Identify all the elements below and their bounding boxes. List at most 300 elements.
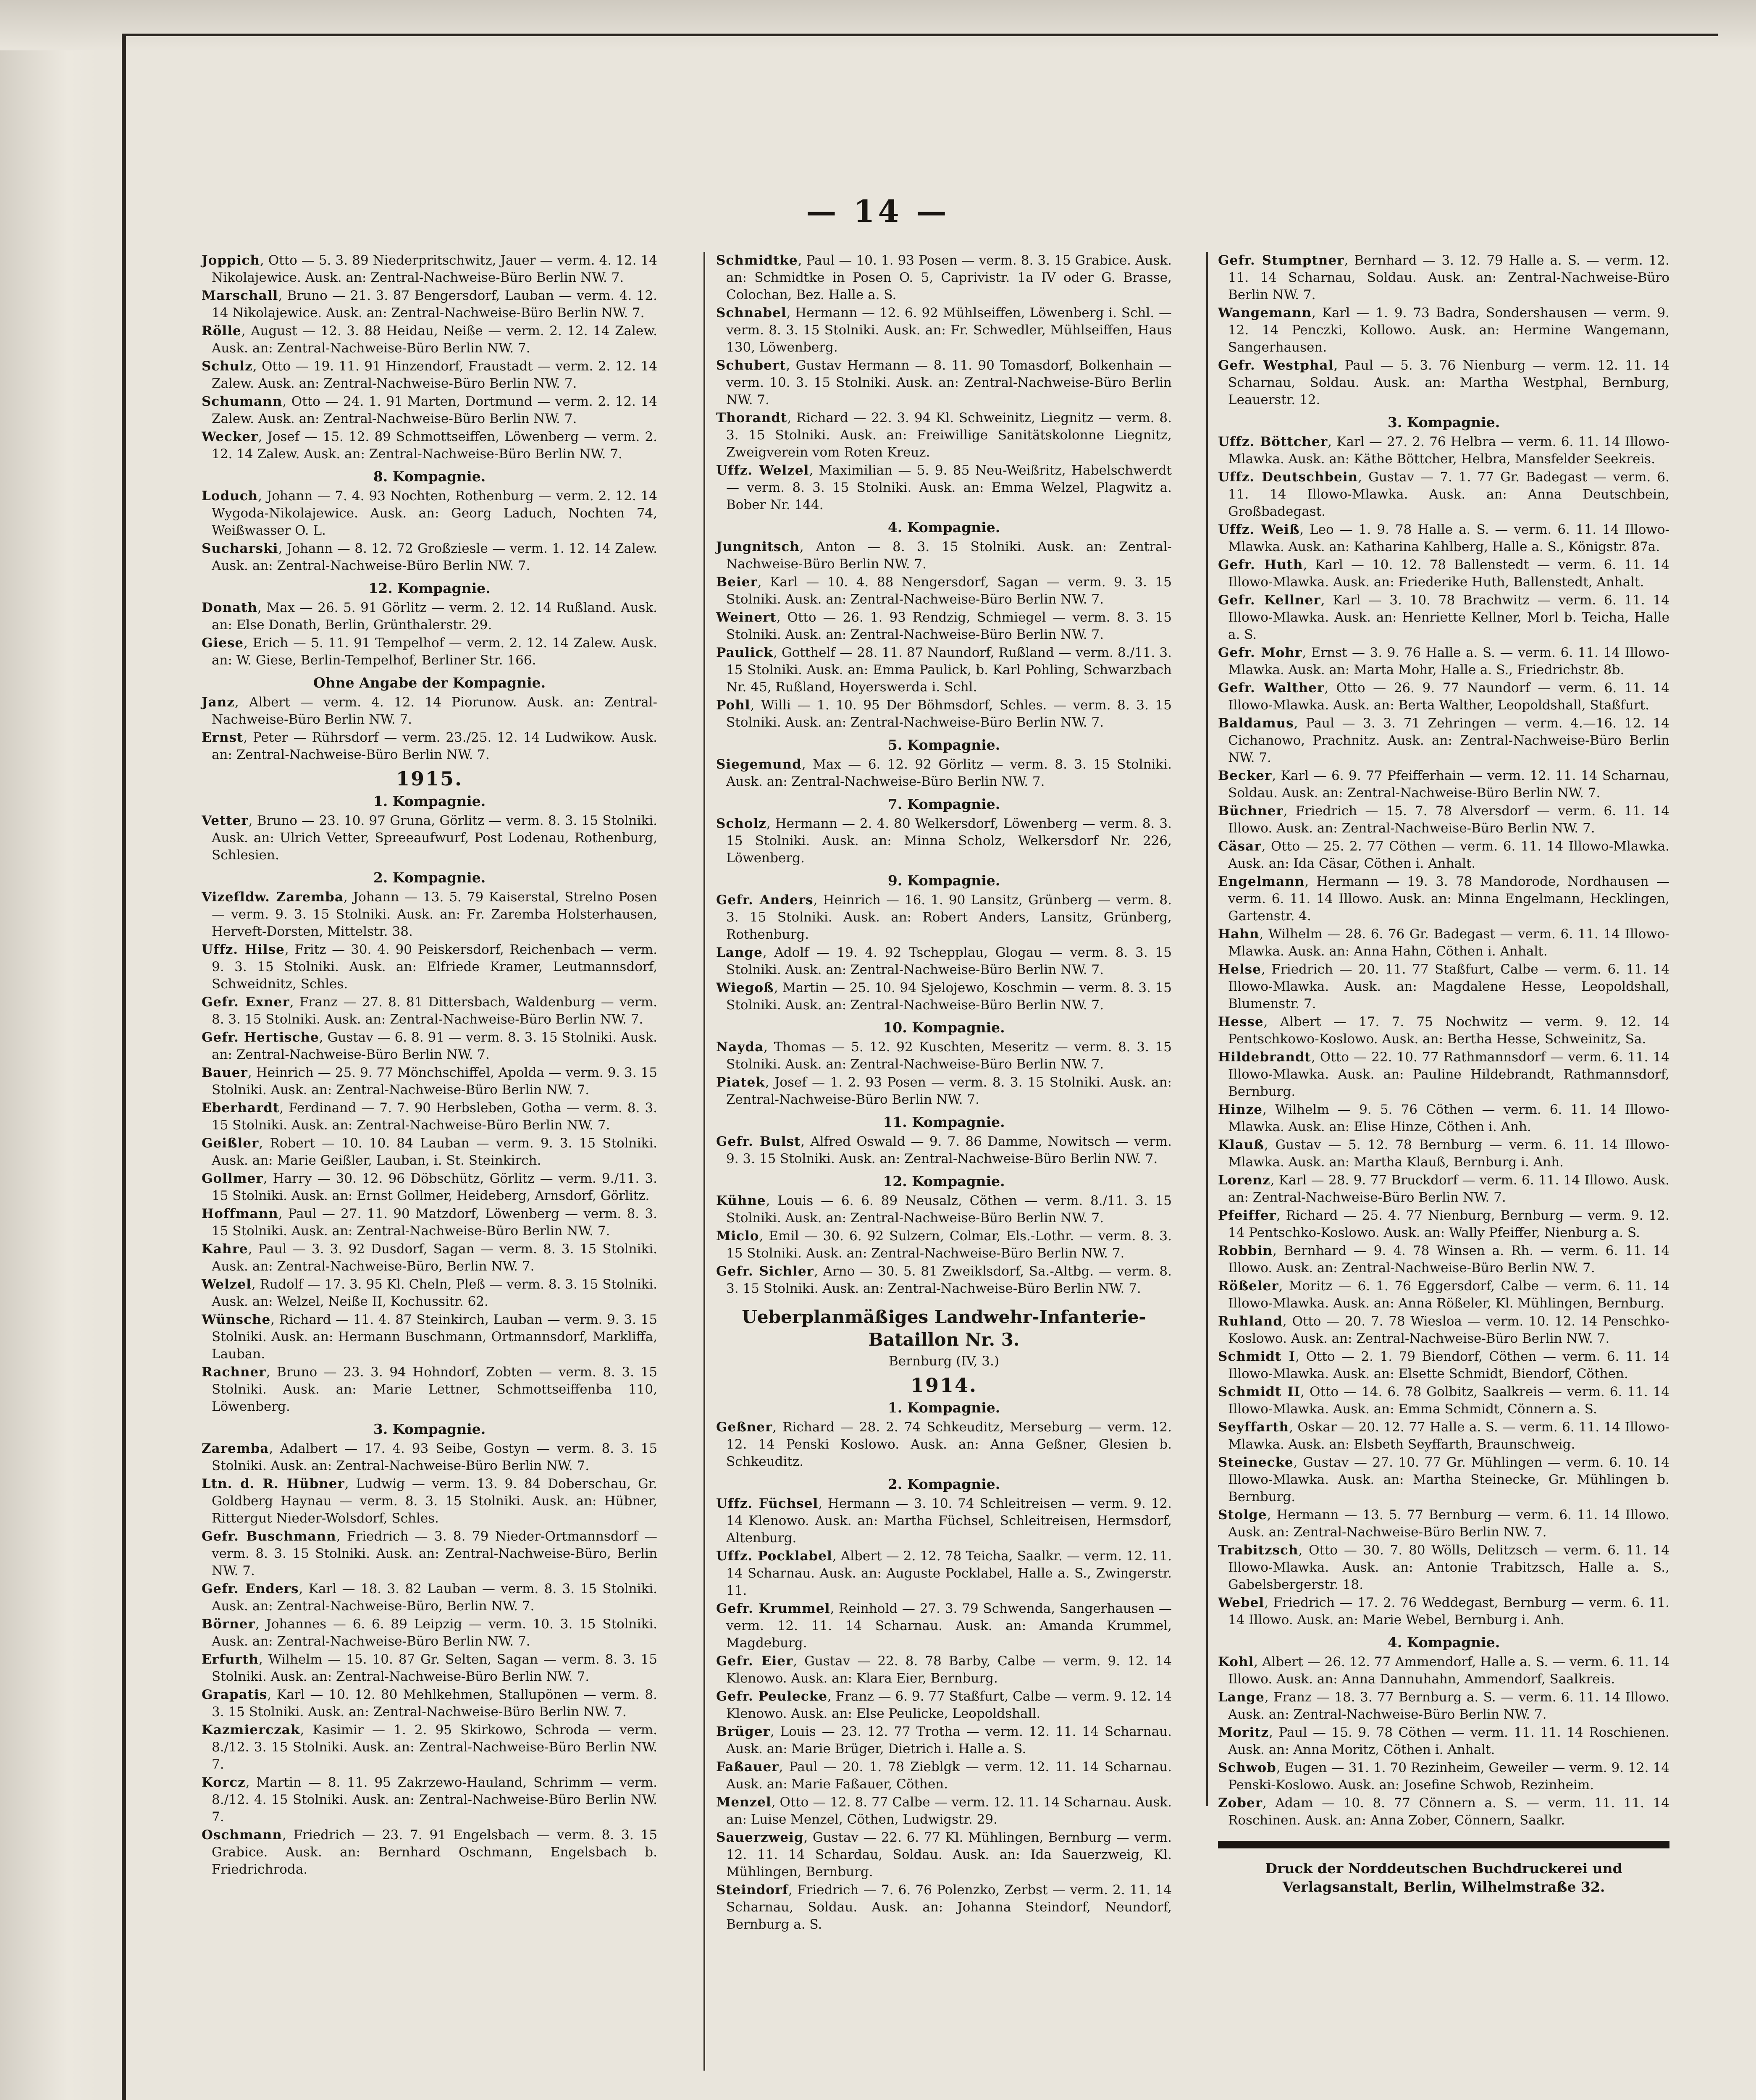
list-entry (202, 694, 657, 728)
list-entry (202, 1311, 657, 1363)
entry-list (202, 488, 657, 575)
entry-name: Rölle (202, 323, 241, 339)
list-entry (202, 1651, 657, 1685)
entry-list (1218, 433, 1669, 1629)
entry-name: Büchner (1218, 803, 1284, 819)
entry-text: , Bruno — 23. 10. 97 Gruna, Görlitz — verm. 8. 3. 15 Stolniki. Ausk. an: Ulrich Vetter, Spreeaufwurf, Post Lodenau, Rothenburg, Schlesien. (212, 813, 657, 863)
entry-text: , Adalbert — 17. 4. 93 Seibe, Gostyn — verm. 8. 3. 15 Stolniki. Ausk. an: Zentral-Nachweise-Büro Berlin NW. 7. (212, 1441, 657, 1473)
entry-name: Hinze (1218, 1102, 1263, 1117)
entry-text: , Martin — 25. 10. 94 Sjelojewo, Koschmin — verm. 8. 3. 15 Stolniki. Ausk. an: Zentral-Nachweise-Büro Berlin NW. 7. (726, 980, 1172, 1013)
list-entry (716, 1192, 1172, 1227)
entry-name: Kazmierczak (202, 1722, 300, 1738)
entry-name: Lorenz (1218, 1173, 1270, 1188)
entry-text: , August — 12. 3. 88 Heidau, Neiße — verm. 2. 12. 14 Zalew. Ausk. an: Zentral-Nachweise-Büro Berlin NW. 7. (212, 323, 657, 356)
entry-name: Gefr. Enders (202, 1581, 299, 1596)
entry-name: Gefr. Kellner (1218, 593, 1321, 608)
list-entry (716, 1039, 1172, 1073)
list-entry (1218, 961, 1669, 1013)
entry-text: , Hermann — 2. 4. 80 Welkersdorf, Löwenberg — verm. 8. 3. 15 Stolniki. Ausk. an: Minna Scholz, Welkersdorf Nr. 226, Löwenberg. (726, 816, 1172, 866)
entry-text: , Moritz — 6. 1. 76 Eggersdorf, Calbe — verm. 6. 11. 14 Illowo-Mlawka. Ausk. an: Anna Rößeler, Kl. Mühlingen, Bernburg. (1228, 1278, 1669, 1311)
entry-name: Uffz. Hilse (202, 942, 285, 957)
entry-text: , Friedrich — 23. 7. 91 Engelsbach — verm. 8. 3. 15 Grabice. Ausk. an: Bernhard Oschmann, Engelsbach b. Friedrichroda. (212, 1827, 657, 1877)
entry-name: Rachner (202, 1365, 266, 1380)
list-entry (1218, 1542, 1669, 1593)
list-entry (202, 358, 657, 392)
entry-text: , Kasimir — 1. 2. 95 Skirkowo, Schroda — verm. 8./12. 3. 15 Stolniki. Ausk. an: Zentral-Nachweise-Büro Berlin NW. 7. (212, 1722, 657, 1772)
list-entry (202, 1100, 657, 1134)
column-middle (716, 252, 1172, 1932)
list-entry (202, 1364, 657, 1415)
entry-text: , Friedrich — 3. 8. 79 Nieder-Ortmannsdorf — verm. 8. 3. 15 Stolniki. Ausk. an: Zentral-Nachweise-Büro, Berlin NW. 7. (212, 1529, 657, 1578)
list-entry (716, 1495, 1172, 1547)
entry-name: Nayda (716, 1040, 764, 1055)
entry-text: , Franz — 18. 3. 77 Bernburg a. S. — verm. 6. 11. 14 Illowo. Ausk. an: Zentral-Nachweise-Büro Berlin NW. 7. (1228, 1690, 1669, 1722)
entry-text: , Otto — 30. 7. 80 Wölls, Delitzsch — verm. 6. 11. 14 Illowo-Mlawka. Ausk. an: Antonie Trabitzsch, Halle a. S., Gabelsbergerstr. 18. (1228, 1543, 1669, 1592)
list-entry (716, 357, 1172, 409)
entry-text: , Franz — 27. 8. 81 Dittersbach, Waldenburg — verm. 8. 3. 15 Stolniki. Ausk. an: Zentral-Nachweise-Büro Berlin NW. 7. (212, 995, 658, 1027)
list-entry (716, 892, 1172, 943)
entry-name: Gefr. Krummel (716, 1601, 830, 1616)
list-entry (202, 889, 657, 940)
list-entry (1218, 1207, 1669, 1242)
entry-name: Uffz. Deutschbein (1218, 470, 1358, 485)
entry-name: Lange (716, 945, 763, 960)
entry-text: , Karl — 6. 9. 77 Pfeifferhain — verm. 12. 11. 14 Scharnau, Soldau. Ausk. an: Zentral-Nachweise-Büro Berlin NW. 7. (1228, 768, 1669, 801)
entry-text: , Alfred Oswald — 9. 7. 86 Damme, Nowitsch — verm. 9. 3. 15 Stolniki. Ausk. an: Zentral-Nachweise-Büro Berlin NW. 7. (726, 1134, 1172, 1166)
entry-list (202, 1440, 657, 1878)
list-entry (716, 462, 1172, 514)
entry-name: Uffz. Welzel (716, 463, 809, 478)
entry-name: Robbin (1218, 1243, 1273, 1258)
entry-name: Schubert (716, 358, 786, 373)
section-heading: 1. Kompagnie. (887, 1399, 1000, 1416)
list-entry (1218, 803, 1669, 837)
list-entry (202, 1241, 657, 1275)
list-entry (716, 252, 1172, 304)
entry-name: Beier (716, 575, 758, 590)
list-entry (1218, 1724, 1669, 1759)
entry-name: Cäsar (1218, 839, 1262, 854)
list-entry (202, 635, 657, 669)
entry-text: , Willi — 1. 10. 95 Der Böhmsdorf, Schles. — verm. 8. 3. 15 Stolniki. Ausk. an: Zentral-Nachweise-Büro Berlin NW. 7. (726, 698, 1172, 730)
entry-list (716, 1419, 1172, 1470)
list-entry (1218, 1313, 1669, 1347)
entry-name: Gefr. Bulst (716, 1134, 801, 1149)
list-entry (202, 1440, 657, 1475)
entry-name: Kühne (716, 1193, 766, 1208)
entry-name: Gefr. Peulecke (716, 1689, 827, 1704)
entry-name: Paulick (716, 645, 774, 660)
list-entry (716, 1419, 1172, 1470)
list-entry (1218, 1419, 1669, 1453)
entry-name: Marschall (202, 288, 278, 303)
battalion-subtitle: Bernburg (IV, 3.) (889, 1354, 999, 1369)
entry-name: Gefr. Sichler (716, 1264, 814, 1279)
entry-name: Welzel (202, 1277, 252, 1292)
entry-name: Vizefldw. Zaremba (202, 890, 344, 905)
list-entry (202, 1686, 657, 1721)
entry-text: , Paul — 3. 3. 71 Zehringen — verm. 4.—16. 12. 14 Cichanowo, Prachnitz. Ausk. an: Zentral-Nachweise-Büro Berlin NW. 7. (1228, 716, 1669, 765)
list-entry (1218, 1689, 1669, 1723)
section-heading: 2. Kompagnie. (373, 869, 486, 886)
entry-name: Hahn (1218, 927, 1260, 942)
entry-list (716, 1495, 1172, 1933)
entry-text: , Albert — 26. 12. 77 Ammendorf, Halle a. S. — verm. 6. 11. 14 Illowo. Ausk. an: Anna Dannuhahn, Ammendorf, Saalkreis. (1228, 1654, 1669, 1687)
entry-text: , Otto — 20. 7. 78 Wiesloa — verm. 10. 12. 14 Penschko-Koslowo. Ausk. an: Zentral-Nachweise-Büro Berlin NW. 7. (1228, 1314, 1669, 1346)
entry-name: Steindorf (716, 1882, 788, 1898)
list-entry (202, 1064, 657, 1099)
list-entry (202, 428, 657, 463)
list-entry (202, 1135, 657, 1169)
section-heading: 2. Kompagnie. (887, 1476, 1000, 1492)
list-entry (716, 538, 1172, 573)
list-entry (716, 1723, 1172, 1758)
entry-text: , Paul — 10. 1. 93 Posen — verm. 8. 3. 15 Grabice. Ausk. an: Schmidtke in Posen O. 5, Caprivistr. 1a IV oder G. Brasse, Colochan, Bez. Halle a. S. (726, 253, 1172, 302)
printer-imprint: Druck der Norddeutschen Buchdruckerei und Verlagsanstalt, Berlin, Wilhelmstraße 32. (1265, 1860, 1622, 1895)
list-entry (1218, 838, 1669, 872)
section-heading: 4. Kompagnie. (887, 519, 1000, 536)
entry-text: , Hermann — 3. 10. 74 Schleitreisen — verm. 9. 12. 14 Klenowo. Ausk. an: Martha Füchsel, Schleitreisen, Hermsdorf, Altenburg. (726, 1496, 1172, 1546)
entry-name: Moritz (1218, 1725, 1269, 1740)
section-heading: 1. Kompagnie. (373, 793, 486, 809)
list-entry (1218, 1049, 1669, 1100)
entry-name: Helse (1218, 962, 1261, 977)
entry-name: Giese (202, 635, 244, 651)
entry-name: Jungnitsch (716, 539, 800, 554)
entry-text: , Albert — 2. 12. 78 Teicha, Saalkr. — verm. 12. 11. 14 Scharnau. Ausk. an: Auguste Pocklabel, Halle a. S., Zwingerstr. 11. (726, 1549, 1172, 1598)
entry-list (202, 889, 657, 1415)
entry-text: , Otto — 14. 6. 78 Golbitz, Saalkreis — verm. 6. 11. 14 Illowo-Mlawka. Ausk. an: Emma Schmidt, Cönnern a. S. (1228, 1384, 1669, 1417)
entry-text: , Martin — 8. 11. 95 Zakrzewo-Hauland, Schrimm — verm. 8./12. 4. 15 Stolniki. Ausk. an: Zentral-Nachweise-Büro Berlin NW. 7. (212, 1775, 657, 1824)
entry-name: Pfeiffer (1218, 1208, 1276, 1223)
entry-text: , Gustav — 27. 10. 77 Gr. Mühlingen — verm. 6. 10. 14 Illowo-Mlawka. Ausk. an: Martha Steinecke, Gr. Mühlingen b. Bernburg. (1228, 1455, 1669, 1504)
list-entry (1218, 1172, 1669, 1206)
entry-name: Wecker (202, 429, 258, 444)
entry-text: , Heinrich — 25. 9. 77 Mönchschiffel, Apolda — verm. 9. 3. 15 Stolniki. Ausk. an: Zentral-Nachweise-Büro Berlin NW. 7. (212, 1065, 657, 1097)
list-entry (1218, 252, 1669, 304)
entry-list (202, 812, 657, 864)
entry-name: Klauß (1218, 1137, 1264, 1152)
entry-name: Oschmann (202, 1827, 282, 1843)
entry-text: , Paul — 5. 3. 76 Nienburg — verm. 12. 11. 14 Scharnau, Soldau. Ausk. an: Martha Westphal, Bernburg, Leauerstr. 12. (1228, 358, 1669, 407)
entry-name: Piatek (716, 1075, 765, 1090)
entry-text: , Ernst — 3. 9. 76 Halle a. S. — verm. 6. 11. 14 Illowo-Mlawka. Ausk. an: Marta Mohr, Halle a. S., Friedrichstr. 8b. (1228, 645, 1669, 677)
list-entry (716, 1263, 1172, 1297)
entry-name: Gefr. Mohr (1218, 645, 1302, 660)
list-entry (1218, 1348, 1669, 1383)
entry-name: Joppich (202, 253, 260, 268)
entry-text: , Karl — 27. 2. 76 Helbra — verm. 6. 11. 14 Illowo-Mlawka. Ausk. an: Käthe Böttcher, Helbra, Mansfelder Seekreis. (1228, 434, 1670, 467)
list-entry (202, 1475, 657, 1527)
entry-text: , Heinrich — 16. 1. 90 Lansitz, Grünberg — verm. 8. 3. 15 Stolniki. Ausk. an: Robert Anders, Lansitz, Grünberg, Rothenburg. (726, 892, 1172, 942)
entry-text: , Louis — 6. 6. 89 Neusalz, Cöthen — verm. 8./11. 3. 15 Stolniki. Ausk. an: Zentral-Nachweise-Büro Berlin NW. 7. (726, 1193, 1172, 1226)
list-entry (1218, 680, 1669, 714)
entry-text: , Hermann — 13. 5. 77 Bernburg — verm. 6. 11. 14 Illowo. Ausk. an: Zentral-Nachweise-Büro Berlin NW. 7. (1228, 1507, 1669, 1540)
entry-list (1218, 252, 1669, 409)
entry-text: , Gustav — 22. 8. 78 Barby, Calbe — verm. 9. 12. 14 Klenowo. Ausk. an: Klara Eier, Bernburg. (726, 1654, 1172, 1686)
year-heading: 1915. (396, 767, 463, 790)
entry-text: , Anton — 8. 3. 15 Stolniki. Ausk. an: Zentral-Nachweise-Büro Berlin NW. 7. (726, 539, 1172, 572)
entry-text: , Maximilian — 5. 9. 85 Neu-Weißritz, Habelschwerdt — verm. 8. 3. 15 Stolniki. Ausk. an: Emma Welzel, Plagwitz a. Bober Nr. 144. (726, 463, 1172, 512)
entry-name: Janz (202, 695, 235, 710)
entry-name: Schulz (202, 359, 253, 374)
list-entry (1218, 556, 1669, 591)
entry-name: Gefr. Eier (716, 1654, 793, 1669)
entry-text: , Josef — 1. 2. 93 Posen — verm. 8. 3. 15 Stolniki. Ausk. an: Zentral-Nachweise-Büro Berlin NW. 7. (726, 1075, 1172, 1107)
entry-text: , Gustav Hermann — 8. 11. 90 Tomasdorf, Bolkenhain — verm. 10. 3. 15 Stolniki. Ausk. an: Zentral-Nachweise-Büro Berlin NW. 7. (726, 358, 1172, 407)
entry-text: , Friedrich — 20. 11. 77 Staßfurt, Calbe — verm. 6. 11. 14 Illowo-Mlawka. Ausk. an: Magdalene Hesse, Leopoldshall, Blumenstr. 7. (1228, 962, 1669, 1011)
entry-text: , Otto — 19. 11. 91 Hinzendorf, Fraustadt — verm. 2. 12. 14 Zalew. Ausk. an: Zentral-Nachweise-Büro Berlin NW. 7. (212, 359, 657, 391)
entry-text: , Richard — 25. 4. 77 Nienburg, Bernburg — verm. 9. 12. 14 Pentschko-Koslowo. Ausk. an: Wally Pfeiffer, Nienburg a. S. (1228, 1208, 1669, 1240)
list-entry (1218, 1383, 1669, 1418)
entry-text: , Oskar — 20. 12. 77 Halle a. S. — verm. 6. 11. 14 Illowo-Mlawka. Ausk. an: Elsbeth Seyffarth, Braunschweig. (1228, 1420, 1669, 1452)
list-entry (202, 1580, 657, 1615)
entry-text: , Hermann — 12. 6. 92 Mühlseiffen, Löwenberg i. Schl. — verm. 8. 3. 15 Stolniki. Ausk. an: Fr. Schwedler, Mühlseiffen, Haus 130, Löwenberg. (726, 305, 1172, 355)
list-entry (716, 609, 1172, 643)
list-entry (202, 1774, 657, 1826)
entry-text: , Leo — 1. 9. 78 Halle a. S. — verm. 6. 11. 14 Illowo-Mlawka. Ausk. an: Katharina Kahlberg, Halle a. S., Königstr. 87a. (1228, 522, 1669, 554)
entry-name: Stolge (1218, 1507, 1267, 1522)
entry-text: , Louis — 23. 12. 77 Trotha — verm. 12. 11. 14 Scharnau. Ausk. an: Marie Brüger, Dietrich i. Halle a. S. (726, 1724, 1172, 1756)
section-heading: Ohne Angabe der Kompagnie. (313, 675, 546, 691)
section-heading: 11. Kompagnie. (883, 1114, 1005, 1130)
entry-text: , Ludwig — verm. 13. 9. 84 Doberschau, Gr. Goldberg Haynau — verm. 8. 3. 15 Stolniki. Ausk. an: Hübner, Rittergut Nieder-Wolsdorf, Schles. (212, 1476, 657, 1526)
list-entry (1218, 1795, 1669, 1829)
section-heading: 8. Kompagnie. (373, 468, 486, 485)
section-heading: 5. Kompagnie. (887, 737, 1000, 753)
entry-text: , Johann — 13. 5. 79 Kaiserstal, Strelno Posen — verm. 9. 3. 15 Stolniki. Ausk. an: Fr. Zaremba Holsterhausen, Herveft-Dorsten, Mittelstr. 38. (212, 890, 657, 939)
entry-text: , Paul — 20. 1. 78 Zieblgk — verm. 12. 11. 14 Scharnau. Ausk. an: Marie Faßauer, Cöthen. (726, 1759, 1172, 1792)
entry-text: , Otto — 26. 1. 93 Rendzig, Schmiegel — verm. 8. 3. 15 Stolniki. Ausk. an: Zentral-Nachweise-Büro Berlin NW. 7. (726, 610, 1172, 642)
list-entry (716, 410, 1172, 461)
entry-name: Wünsche (202, 1312, 271, 1327)
entry-name: Engelmann (1218, 874, 1305, 889)
entry-name: Ltn. d. R. Hübner (202, 1476, 345, 1491)
entry-name: Gefr. Westphal (1218, 358, 1334, 373)
entry-name: Faßauer (716, 1759, 779, 1774)
entry-text: , Ferdinand — 7. 7. 90 Herbsleben, Gotha — verm. 8. 3. 15 Stolniki. Ausk. an: Zentral-Nachweise-Büro Berlin NW. 7. (212, 1100, 657, 1133)
entry-text: , Paul — 15. 9. 78 Cöthen — verm. 11. 11. 14 Roschienen. Ausk. an: Anna Moritz, Cöthen i. Anhalt. (1228, 1725, 1669, 1757)
list-entry (716, 1653, 1172, 1687)
entry-text: , Emil — 30. 6. 92 Sulzern, Colmar, Els.-Lothr. — verm. 8. 3. 15 Stolniki. Ausk. an: Zentral-Nachweise-Büro Berlin NW. 7. (726, 1228, 1172, 1261)
list-entry (1218, 469, 1669, 520)
entry-text: , Peter — Rührsdorf — verm. 23./25. 12. 14 Ludwikow. Ausk. an: Zentral-Nachweise-Büro Berlin NW. 7. (212, 730, 657, 762)
entry-name: Gefr. Buschmann (202, 1529, 336, 1544)
list-entry (202, 1528, 657, 1580)
list-entry (1218, 304, 1669, 356)
entry-text: , Karl — 1. 9. 73 Badra, Sondershausen — verm. 9. 12. 14 Penczki, Kollowo. Ausk. an: Hermine Wangemann, Sangerhausen. (1228, 305, 1669, 355)
entry-text: , Wilhelm — 28. 6. 76 Gr. Badegast — verm. 6. 11. 14 Illowo-Mlawka. Ausk. an: Anna Hahn, Cöthen i. Anhalt. (1228, 927, 1669, 959)
entry-text: , Hermann — 19. 3. 78 Mandorode, Nordhausen — verm. 6. 11. 14 Illowo. Ausk. an: Minna Engelmann, Hecklingen, Gartenstr. 4. (1228, 874, 1669, 924)
entry-name: Börner (202, 1617, 255, 1632)
entry-name: Schumann (202, 394, 283, 409)
list-entry (716, 1133, 1172, 1168)
list-entry (716, 1794, 1172, 1828)
entry-text: , Arno — 30. 5. 81 Zweiklsdorf, Sa.-Altbg. — verm. 8. 3. 15 Stolniki. Ausk. an: Zentral-Nachweise-Büro Berlin NW. 7. (726, 1264, 1172, 1296)
entry-name: Sauerzweig (716, 1830, 804, 1845)
list-entry (716, 1548, 1172, 1599)
list-entry (716, 756, 1172, 790)
entry-text: , Albert — verm. 4. 12. 14 Piorunow. Ausk. an: Zentral-Nachweise-Büro Berlin NW. 7. (212, 695, 657, 727)
entry-text: , Otto — 25. 2. 77 Cöthen — verm. 6. 11. 14 Illowo-Mlawka. Ausk. an: Ida Cäsar, Cöthen i. Anhalt. (1228, 839, 1669, 871)
entry-name: Uffz. Füchsel (716, 1496, 819, 1511)
entry-list (716, 815, 1172, 867)
entry-name: Hoffmann (202, 1206, 278, 1221)
list-entry (1218, 521, 1669, 556)
entry-name: Webel (1218, 1595, 1265, 1610)
entry-list (716, 1133, 1172, 1168)
list-entry (1218, 1759, 1669, 1794)
entry-text: , Otto — 24. 1. 91 Marten, Dortmund — verm. 2. 12. 14 Zalew. Ausk. an: Zentral-Nachweise-Büro Berlin NW. 7. (212, 394, 657, 426)
entry-text: , Richard — 22. 3. 94 Kl. Schweinitz, Liegnitz — verm. 8. 3. 15 Stolniki. Ausk. an: Freiwillige Sanitätskolonne Liegnitz, Zweigverein vom Roten Kreuz. (726, 410, 1172, 460)
list-entry (716, 1074, 1172, 1108)
entry-name: Gefr. Huth (1218, 557, 1303, 572)
entry-text: , Otto — 26. 9. 77 Naundorf — verm. 6. 11. 14 Illowo-Mlawka. Ausk. an: Berta Walther, Leopoldshall, Staßfurt. (1228, 680, 1669, 713)
entry-name: Uffz. Böttcher (1218, 434, 1328, 449)
entry-text: , Johann — 7. 4. 93 Nochten, Rothenburg — verm. 2. 12. 14 Wygoda-Nikolajewice. Ausk. an: Georg Laduch, Nochten 74, Weißwasser O. L. (212, 488, 657, 538)
entry-name: Korcz (202, 1775, 246, 1790)
list-entry (202, 1827, 657, 1878)
list-entry (1218, 1507, 1669, 1541)
entry-name: Zaremba (202, 1441, 269, 1456)
entry-name: Trabitzsch (1218, 1543, 1299, 1558)
list-entry (716, 697, 1172, 731)
entry-text: , Karl — 18. 3. 82 Lauban — verm. 8. 3. 15 Stolniki. Ausk. an: Zentral-Nachweise-Büro, Berlin NW. 7. (212, 1581, 658, 1614)
entry-name: Lange (1218, 1690, 1265, 1705)
divider (1218, 1841, 1669, 1848)
list-entry (716, 1600, 1172, 1652)
entry-text: , Max — 26. 5. 91 Görlitz — verm. 2. 12. 14 Rußland. Ausk. an: Else Donath, Berlin, Grünthalerstr. 29. (212, 600, 657, 633)
list-entry (716, 1759, 1172, 1793)
entry-list (1218, 1654, 1669, 1829)
entry-text: , Rudolf — 17. 3. 95 Kl. Cheln, Pleß — verm. 8. 3. 15 Stolniki. Ausk. an: Welzel, Neiße II, Kochussitr. 62. (212, 1277, 657, 1309)
list-entry (202, 287, 657, 322)
entry-text: , Karl — 10. 12. 80 Mehlkehmen, Stallupönen — verm. 8. 3. 15 Stolniki. Ausk. an: Zentral-Nachweise-Büro Berlin NW. 7. (212, 1687, 657, 1719)
entry-name: Miclo (716, 1228, 759, 1244)
entry-name: Weinert (716, 610, 777, 625)
entry-name: Brüger (716, 1724, 770, 1739)
entry-name: Becker (1218, 768, 1272, 783)
entry-list (202, 599, 657, 669)
list-entry (1218, 767, 1669, 802)
entry-name: Siegemund (716, 757, 802, 772)
entry-text: , Erich — 5. 11. 91 Tempelhof — verm. 2. 12. 14 Zalew. Ausk. an: W. Giese, Berlin-Tempelhof, Berliner Str. 166. (212, 635, 657, 668)
entry-list (716, 538, 1172, 731)
list-entry (202, 323, 657, 357)
entry-text: , Reinhold — 27. 3. 79 Schwenda, Sangerhausen — verm. 12. 11. 14 Scharnau. Ausk. an: Amanda Krummel, Magdeburg. (726, 1601, 1172, 1651)
list-entry (202, 1722, 657, 1773)
entry-text: , Thomas — 5. 12. 92 Kuschten, Meseritz — verm. 8. 3. 15 Stolniki. Ausk. an: Zentral-Nachweise-Büro Berlin NW. 7. (726, 1040, 1172, 1072)
list-entry (202, 1276, 657, 1310)
column-rule (703, 252, 705, 2071)
entry-text: , Karl — 28. 9. 77 Bruckdorf — verm. 6. 11. 14 Illowo. Ausk. an: Zentral-Nachweise-Büro Berlin NW. 7. (1228, 1173, 1669, 1205)
list-entry (1218, 644, 1669, 679)
entry-list (716, 1039, 1172, 1108)
entry-text: , Wilhelm — 9. 5. 76 Cöthen — verm. 6. 11. 14 Illowo-Mlawka. Ausk. an: Elise Hinze, Cöthen i. Anh. (1228, 1102, 1669, 1134)
entry-list (716, 892, 1172, 1014)
entry-name: Steinecke (1218, 1455, 1294, 1470)
entry-name: Sucharski (202, 541, 278, 556)
entry-name: Hildebrandt (1218, 1050, 1311, 1065)
entry-name: Geßner (716, 1420, 773, 1435)
entry-name: Geißler (202, 1136, 259, 1151)
entry-text: , Richard — 28. 2. 74 Schkeuditz, Merseburg — verm. 12. 12. 14 Penski Koslowo. Ausk. an: Anna Geßner, Glesien b. Schkeuditz. (726, 1420, 1172, 1469)
entry-text: , Josef — 15. 12. 89 Schmottseiffen, Löwenberg — verm. 2. 12. 14 Zalew. Ausk. an: Zentral-Nachweise-Büro Berlin NW. 7. (212, 429, 657, 462)
year-heading: 1914. (910, 1374, 978, 1396)
entry-text: , Gotthelf — 28. 11. 87 Naundorf, Rußland — verm. 8./11. 3. 15 Stolniki. Ausk. an: Emma Paulick, b. Karl Pohling, Schwarzbach Nr. 45, Rußland, Hoyerswerda i. Schl. (726, 645, 1172, 695)
entry-text: , Johannes — 6. 6. 89 Leipzig — verm. 10. 3. 15 Stolniki. Ausk. an: Zentral-Nachweise-Büro Berlin NW. 7. (212, 1617, 657, 1649)
entry-text: , Harry — 30. 12. 96 Döbschütz, Görlitz — verm. 9./11. 3. 15 Stolniki. Ausk. an: Ernst Gollmer, Heideberg, Arnsdorf, Görlitz. (212, 1171, 657, 1203)
section-heading: 4. Kompagnie. (1387, 1634, 1500, 1651)
entry-name: Erfurth (202, 1652, 259, 1667)
entry-name: Schwob (1218, 1760, 1276, 1775)
list-entry (716, 644, 1172, 696)
entry-list (716, 756, 1172, 790)
entry-text: , Wilhelm — 15. 10. 87 Gr. Selten, Sagan — verm. 8. 3. 15 Stolniki. Ausk. an: Zentral-Nachweise-Büro Berlin NW. 7. (212, 1652, 657, 1684)
entry-text: , Franz — 6. 9. 77 Staßfurt, Calbe — verm. 9. 12. 14 Klenowo. Ausk. an: Else Peulicke, Leopoldshall. (726, 1689, 1172, 1721)
entry-text: , Otto — 2. 1. 79 Biendorf, Cöthen — verm. 6. 11. 14 Illowo-Mlawka. Ausk. an: Elsette Schmidt, Biendorf, Cöthen. (1228, 1349, 1669, 1381)
entry-name: Uffz. Weiß (1218, 522, 1300, 537)
entry-name: Kohl (1218, 1654, 1254, 1670)
list-entry (1218, 926, 1669, 960)
entry-text: , Friedrich — 17. 2. 76 Weddegast, Bernburg — verm. 6. 11. 14 Illowo. Ausk. an: Marie Webel, Bernburg i. Anh. (1228, 1595, 1669, 1628)
entry-text: , Johann — 8. 12. 72 Großziesle — verm. 1. 12. 14 Zalew. Ausk. an: Zentral-Nachweise-Büro Berlin NW. 7. (212, 541, 657, 573)
entry-name: Ernst (202, 730, 244, 745)
entry-name: Gollmer (202, 1171, 263, 1186)
entry-text: , Karl — 10. 4. 88 Nengersdorf, Sagan — verm. 9. 3. 15 Stolniki. Ausk. an: Zentral-Nachweise-Büro Berlin NW. 7. (726, 575, 1172, 607)
entry-text: , Gustav — 6. 8. 91 — verm. 8. 3. 15 Stolniki. Ausk. an: Zentral-Nachweise-Büro Berlin NW. 7. (212, 1030, 657, 1062)
entry-name: Seyffarth (1218, 1420, 1289, 1435)
entry-name: Gefr. Exner (202, 995, 290, 1010)
list-entry (202, 1616, 657, 1650)
list-entry (202, 252, 657, 286)
entry-text: , Friedrich — 7. 6. 76 Polenzko, Zerbst — verm. 2. 11. 14 Scharnau, Soldau. Ausk. an: Johanna Steindorf, Neundorf, Bernburg a. S. (726, 1882, 1172, 1932)
list-entry (1218, 1101, 1669, 1136)
list-entry (202, 1170, 657, 1205)
list-entry (1218, 1137, 1669, 1171)
battalion-title: Ueberplanmäßiges Landwehr-Infanterie-Bataillon Nr. 3. (742, 1307, 1146, 1350)
entry-list (716, 1192, 1172, 1297)
list-entry (1218, 715, 1669, 766)
list-entry (1218, 433, 1669, 468)
list-entry (1218, 873, 1669, 925)
list-entry (202, 1205, 657, 1240)
entry-text: , Otto — 22. 10. 77 Rathmannsdorf — verm. 6. 11. 14 Illowo-Mlawka. Ausk. an: Pauline Hildebrandt, Rathmannsdorf, Bernburg. (1228, 1050, 1669, 1099)
list-entry (1218, 1454, 1669, 1506)
entry-list (716, 252, 1172, 514)
list-entry (1218, 1013, 1669, 1048)
list-entry (1218, 1278, 1669, 1312)
entry-name: Ruhland (1218, 1314, 1283, 1329)
entry-name: Menzel (716, 1795, 772, 1810)
entry-text: , Eugen — 31. 1. 70 Rezinheim, Geweiler — verm. 9. 12. 14 Penski-Koslowo. Ausk. an: Josefine Schwob, Rezinheim. (1228, 1760, 1669, 1793)
entry-name: Gefr. Anders (716, 892, 814, 908)
list-entry (1218, 357, 1669, 409)
entry-name: Loduch (202, 488, 258, 504)
entry-text: , Otto — 12. 8. 77 Calbe — verm. 12. 11. 14 Scharnau. Ausk. an: Luise Menzel, Cöthen, Ludwigstr. 29. (726, 1795, 1172, 1827)
entry-name: Zober (1218, 1796, 1263, 1811)
entry-name: Wangemann (1218, 305, 1312, 320)
entry-name: Bauer (202, 1065, 248, 1080)
list-entry (716, 304, 1172, 356)
list-entry (202, 941, 657, 993)
section-heading: 3. Kompagnie. (1387, 414, 1500, 430)
list-entry (716, 944, 1172, 979)
list-entry (202, 994, 657, 1028)
list-entry (716, 1882, 1172, 1933)
entry-name: Rößeler (1218, 1278, 1279, 1294)
list-entry (1218, 1594, 1669, 1629)
